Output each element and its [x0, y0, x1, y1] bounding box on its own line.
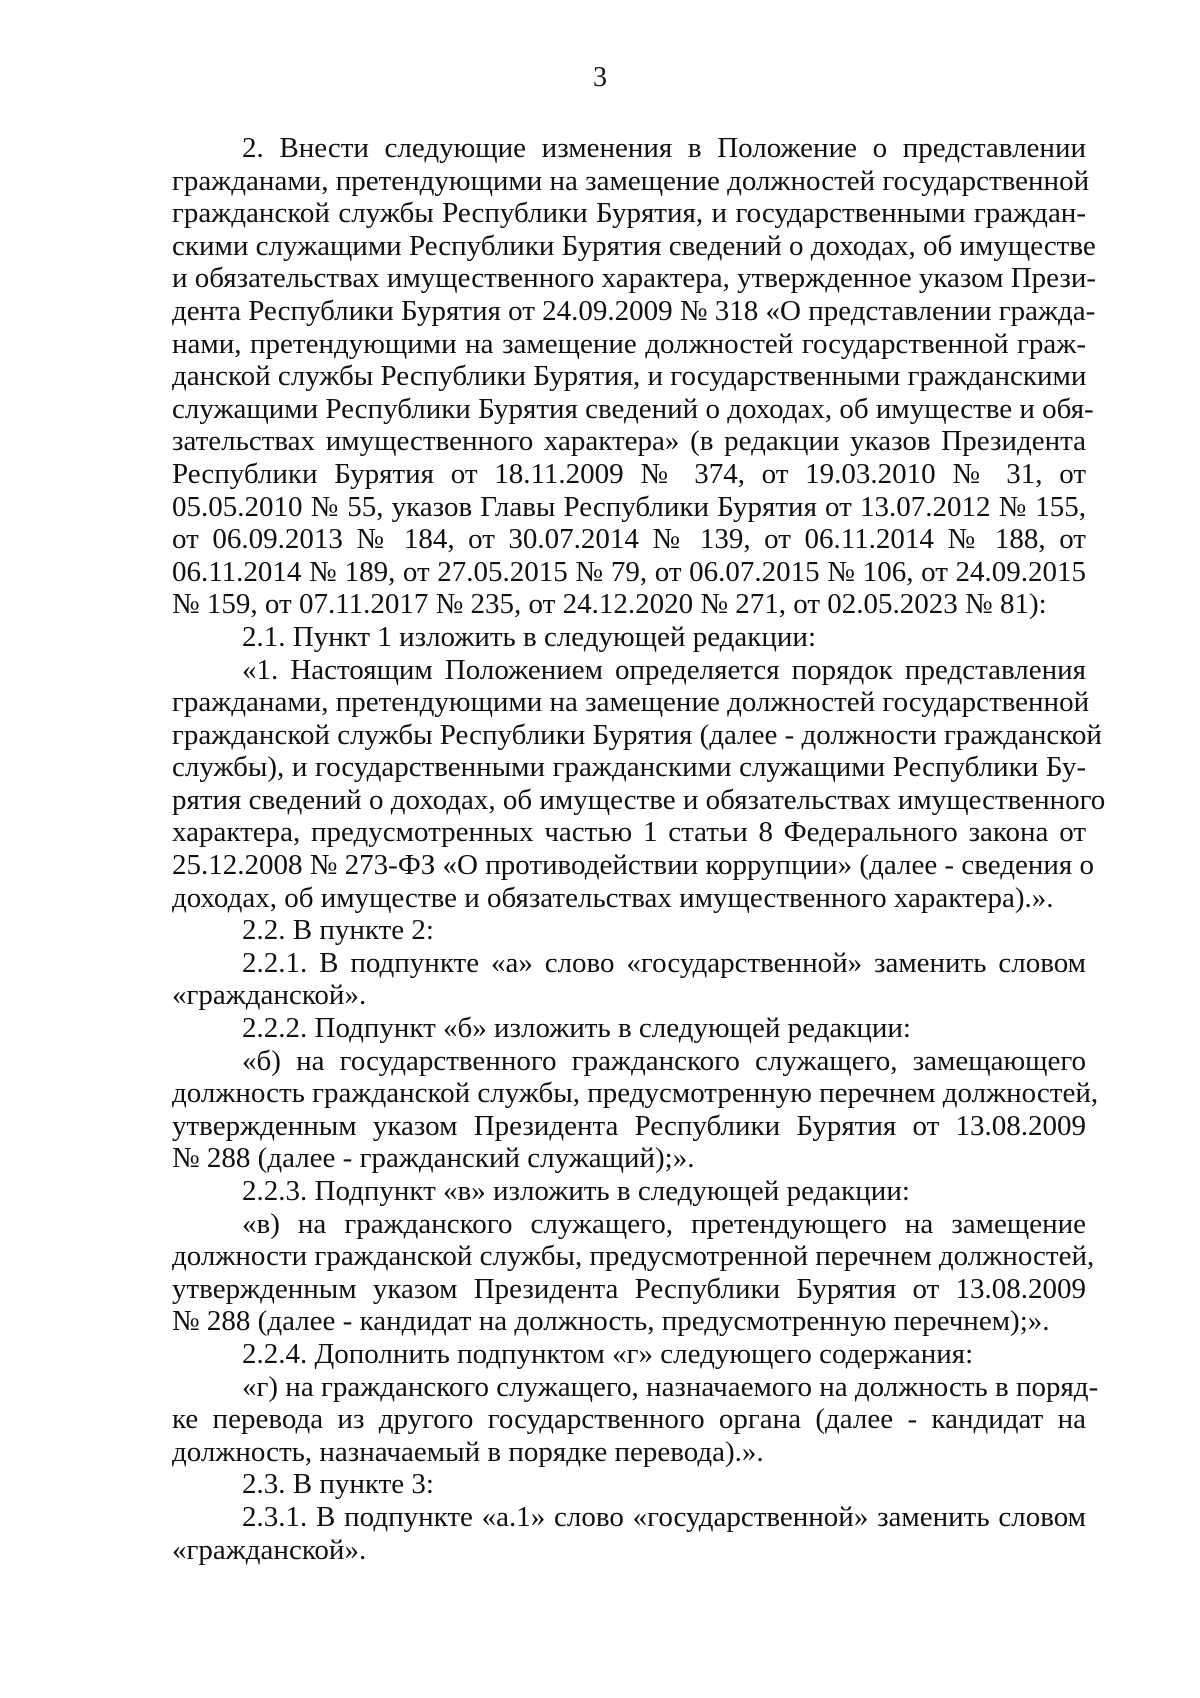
text-line: 2.2.3. Подпункт «в» изложить в следующей редакции:: [242, 1175, 910, 1207]
text-line: от 06.09.2013 № 184, от 30.07.2014 № 139, от 06.11.2014 № 188, от: [172, 523, 1086, 556]
text-line: № 288 (далее - кандидат на должность, предусмотренную перечнем);».: [172, 1305, 1050, 1338]
text-line: доходах, об имуществе и обязательствах имущественного характера).».: [172, 881, 1054, 914]
text-line: гражданской службы Республики Бурятия (далее - должности гражданской: [172, 718, 1102, 751]
page-number: 3: [593, 62, 607, 93]
text-line: утвержденным указом Президента Республики Бурятия от 13.08.2009: [172, 1109, 1086, 1142]
text-line: 2.2.4. Дополнить подпунктом «г» следующего содержания:: [242, 1337, 974, 1370]
text-line: «б) на государственного гражданского служащего, замещающего: [242, 1044, 1086, 1077]
text-line: должность гражданской службы, предусмотренную перечнем должностей,: [172, 1077, 1099, 1110]
text-line: скими служащими Республики Бурятия сведений о доходах, об имуществе: [172, 229, 1096, 262]
text-line: утвержденным указом Президента Республики Бурятия от 13.08.2009: [172, 1272, 1086, 1305]
text-line: № 288 (далее - гражданский служащий);».: [172, 1142, 695, 1175]
text-line: 2.3. В пункте 3:: [242, 1468, 434, 1501]
text-line: дента Республики Бурятия от 24.09.2009 № 318 «О представлении гражда-: [172, 294, 1096, 327]
text-line: должности гражданской службы, предусмотренной перечнем должностей,: [172, 1240, 1095, 1273]
text-line: «гражданской».: [172, 1533, 367, 1566]
text-line: 25.12.2008 № 273-ФЗ «О противодействии коррупции» (далее - сведения о: [172, 849, 1094, 882]
document-body: [172, 132, 1106, 1566]
text-line: 2.3.1. В подпункте «а.1» слово «государственной» заменить словом: [242, 1500, 1086, 1533]
text-line: характера, предусмотренных частью 1 статьи 8 Федерального закона от: [172, 816, 1086, 849]
text-line: 06.11.2014 № 189, от 27.05.2015 № 79, от 06.07.2015 № 106, от 24.09.2015: [172, 555, 1086, 588]
text-line: и обязательствах имущественного характера, утвержденное указом Прези-: [172, 262, 1097, 295]
text-line: гражданами, претендующими на замещение должностей государственной: [172, 686, 1090, 719]
text-line: 2.1. Пункт 1 изложить в следующей редакции:: [242, 620, 817, 653]
text-line: 2. Внести следующие изменения в Положение о представлении: [242, 132, 1086, 164]
text-line: 2.2.2. Подпункт «б» изложить в следующей редакции:: [242, 1012, 911, 1045]
text-line: службы), и государственными гражданскими служащими Республики Бу-: [172, 751, 1086, 784]
text-line: должность, назначаемый в порядке перевода).».: [172, 1435, 764, 1468]
text-line: 05.05.2010 № 55, указов Главы Республики Бурятия от 13.07.2012 № 155,: [172, 490, 1086, 523]
text-line: № 159, от 07.11.2017 № 235, от 24.12.2020 № 271, от 02.05.2023 № 81):: [172, 588, 1047, 621]
text-line: гражданской службы Республики Бурятия, и государственными граждан-: [172, 197, 1086, 230]
text-line: гражданами, претендующими на замещение должностей государственной: [172, 164, 1090, 197]
text-line: «в) на гражданского служащего, претендующего на замещение: [242, 1207, 1086, 1240]
text-line: зательствах имущественного характера» (в редакции указов Президента: [172, 425, 1086, 458]
text-line: рятия сведений о доходах, об имуществе и обязательствах имущественного: [172, 783, 1106, 816]
text-line: 2.2.1. В подпункте «а» слово «государственной» заменить словом: [242, 946, 1086, 979]
text-line: Республики Бурятия от 18.11.2009 № 374, от 19.03.2010 № 31, от: [172, 457, 1086, 490]
text-line: служащими Республики Бурятия сведений о доходах, об имуществе и обя-: [172, 392, 1094, 425]
text-line: нами, претендующими на замещение должностей государственной граж-: [172, 327, 1086, 360]
text-line: данской службы Республики Бурятия, и государственными гражданскими: [172, 360, 1087, 393]
text-line: «г) на гражданского служащего, назначаемого на должность в поряд-: [242, 1370, 1099, 1403]
text-line: «гражданской».: [172, 979, 367, 1012]
text-line: 2.2. В пункте 2:: [242, 914, 434, 947]
text-line: «1. Настоящим Положением определяется порядок представления: [242, 653, 1086, 686]
text-line: ке перевода из другого государственного органа (далее - кандидат на: [172, 1403, 1086, 1436]
